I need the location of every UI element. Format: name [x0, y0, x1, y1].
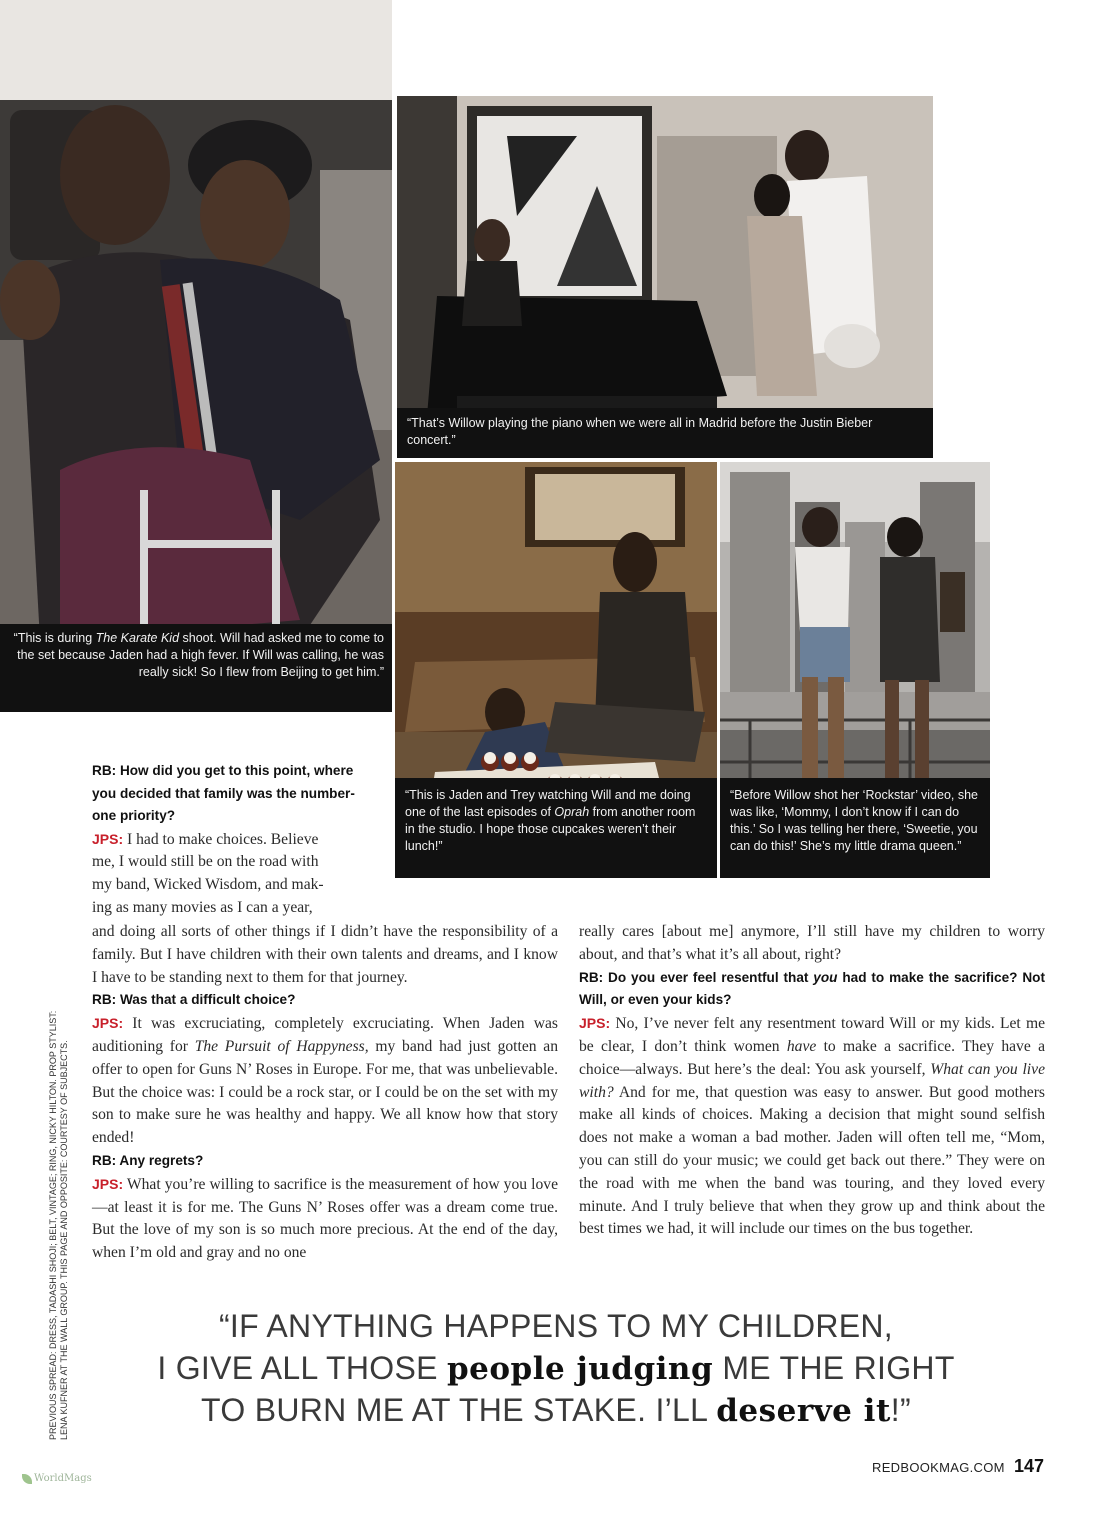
column-left: [92, 921, 558, 1265]
caption-karate-text-a: “This is during: [13, 631, 96, 645]
photo-karate-kid: [0, 0, 392, 712]
answer-4-emphasis-question: What can you live with?: [579, 1060, 1045, 1101]
answer-4-emphasis-have: have: [786, 1037, 817, 1055]
pullquote-line-2-c: ME THE RIGHT: [713, 1350, 955, 1386]
question-4-emphasis: you: [813, 969, 838, 985]
answer-3-text: What you’re willing to sacrifice is the measurement of how you love—at least it is for me. The Guns N’ Roses offer was a dream come true. But the love of my son is so much more precious. At the end of the day, when I’m old and gray and no one: [92, 1175, 558, 1262]
question-1: RB: How did you get to this point, where you decided that family was the number-one priority?: [92, 763, 355, 823]
photo-piano-image: [397, 96, 933, 458]
footer-watermark: [22, 1473, 92, 1484]
answer-3: [92, 1173, 558, 1265]
pullquote-line-2-a: I GIVE ALL THOSE: [157, 1350, 447, 1386]
caption-piano: [397, 408, 933, 458]
answer-3-continued: really cares [about me] anymore, I’ll still have my children to worry about, and that’s what it’s all about, right?: [579, 923, 1045, 963]
photo-piano: [397, 96, 933, 458]
question-4-text-a: RB: Do you ever feel resentful that: [579, 969, 814, 985]
caption-karate-title: The Karate Kid: [95, 631, 180, 645]
answer-1-line-4: ing as many movies as I can a year,: [92, 898, 313, 916]
answer-4-text-c: And for me, that question was easy to answer. But good mothers make all kinds of choices. Making a decision that might sound selfish does not make a woman a bad mother. Jaden will often tell me, “Mom, you can still do your music; we could get back out there.” They were on the road with me when the band was touring, and they loved every minute. And I truly believe that when they grow up and think about the best times we had, it will include our times on the bus together.: [579, 1083, 1045, 1238]
answer-1-start: [92, 828, 362, 920]
answer-1-line-3: my band, Wicked Wisdom, and mak-: [92, 876, 324, 894]
pullquote-line-2: [0, 1350, 1112, 1387]
speaker-jps: JPS:: [92, 830, 124, 847]
page-number: 147: [1014, 1456, 1045, 1476]
answer-4: [579, 1012, 1045, 1241]
question-2: RB: Was that a difficult choice?: [92, 992, 296, 1008]
photo-rockstar: [720, 462, 990, 878]
speaker-jps: JPS:: [92, 1175, 124, 1192]
speaker-jps: JPS:: [579, 1015, 611, 1032]
photo-cupcakes: [395, 462, 717, 878]
speaker-jps: JPS:: [92, 1015, 124, 1032]
answer-1-line-2: me, I would still be on the road with: [92, 853, 319, 871]
watermark-text: WorldMags: [34, 1473, 92, 1484]
pullquote-emphasis-people-judging: people judging: [446, 1351, 714, 1387]
question-4-text-b: had to make the sacrifice? Not Will, or even your kids?: [579, 969, 1045, 1008]
pullquote-line-3-c: !”: [890, 1392, 911, 1428]
answer-2-film: The Pursuit of Happyness,: [194, 1037, 369, 1055]
credit-line-2: LENA KUFNER AT THE WALL GROUP. THIS PAGE AND OPPOSITE: COURTESY OF SUBJECTS.: [59, 1040, 69, 1440]
question-3: RB: Any regrets?: [92, 1152, 204, 1168]
caption-cupcakes-text-a: “This is Jaden and Trey watching Will and me doing one of the last episodes of: [405, 788, 691, 819]
photo-credits: [48, 1011, 70, 1440]
answer-4-text-a: No, I’ve never felt any resentment toward Will or my kids. Let me be clear, I don’t think women: [579, 1015, 1045, 1055]
pullquote-line-1: “IF ANYTHING HAPPENS TO MY CHILDREN,: [218, 1308, 894, 1344]
answer-2-text-a: It was excruciating, completely excruciating. When Jaden was auditioning for: [92, 1015, 558, 1055]
caption-rockstar-text: “Before Willow shot her ‘Rockstar’ video, she was like, ‘Mommy, I don’t know if I can do this.’ So I was telling her there, ‘Sweetie, you can do this!’ She’s my little drama queen.”: [730, 788, 979, 853]
leaf-icon: [22, 1474, 32, 1484]
footer-site: REDBOOKMAG.COM: [872, 1460, 1005, 1475]
answer-1-continued: and doing all sorts of other things if I didn’t have the responsibility of a family. But I have children with their own talents and dreams, and I know I have to be standing next to them for that journey.: [92, 923, 558, 986]
caption-piano-text: “That’s Willow playing the piano when we were all in Madrid before the Justin Bieber concert.”: [407, 416, 873, 447]
answer-2: [92, 1012, 558, 1150]
pullquote-line-3-a: TO BURN ME AT THE STAKE. I’LL: [201, 1392, 717, 1428]
caption-cupcakes-text-b: from another room in the studio. I hope those cupcakes weren’t their lunch!”: [405, 805, 696, 853]
answer-2-text-b: my band had just gotten an offer to open for Guns N’ Roses in Europe. For me, that was unbelievable. But the choice was: I could be a rock star, or I could be on the set with my son to make sure he was healthy and happy. We all know how that story ended!: [92, 1037, 559, 1147]
caption-karate-kid: [0, 624, 392, 712]
interview-intro: [92, 760, 362, 920]
column-right: [579, 921, 1045, 1241]
answer-4-text-b: to make a sacrifice. They have a choice—always. But here’s the deal: You ask yourself,: [579, 1037, 1045, 1078]
caption-cupcakes: [395, 778, 717, 878]
question-4: [579, 967, 1045, 1013]
credit-line-1: PREVIOUS SPREAD: DRESS, TADASHI SHOJI; BELT, VINTAGE; RING, NICKY HILTON. PROP STYLIST:: [48, 1010, 58, 1440]
caption-cupcakes-show: Oprah: [554, 805, 590, 819]
photo-karate-kid-image: [0, 0, 392, 712]
pullquote-line-3: [0, 1392, 1112, 1429]
answer-1-line-1: I had to make choices. Believe: [127, 830, 319, 848]
caption-rockstar: [720, 778, 990, 878]
pullquote-emphasis-deserve-it: deserve it: [716, 1393, 891, 1429]
caption-karate-text-b: shoot. Will had asked me to come to the set because Jaden had a high fever. If Will was calling, he was really sick! So I flew from Beijing to get him.”: [17, 631, 384, 679]
